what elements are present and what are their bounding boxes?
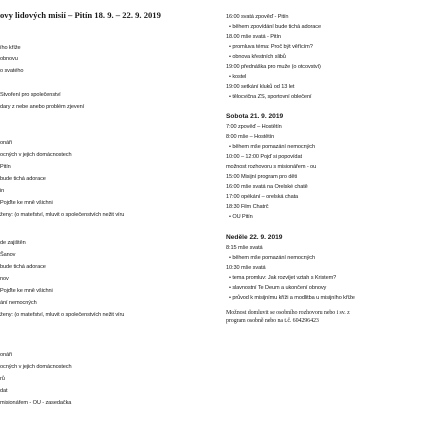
schedule-line: • během mše pomazání nemocných bbox=[229, 144, 316, 150]
schedule-line: 17:00 opékání – orelská chata bbox=[226, 194, 299, 200]
schedule-line: • během mše pomazání nemocných bbox=[229, 255, 316, 261]
schedule-line: • promluva téma: Proč být věřícím? bbox=[229, 44, 313, 50]
schedule-line: ocných v jejich domácnostech bbox=[0, 364, 72, 370]
schedule-line: 8:00 mše – Hostětín bbox=[226, 134, 275, 140]
schedule-line: in bbox=[0, 188, 5, 194]
schedule-line: dary z nebe anebo problém zjevení bbox=[0, 104, 85, 110]
schedule-line: nov bbox=[0, 276, 9, 282]
schedule-line: Možnost domluvit se osobního rozhovoru nebo i sv. z bbox=[226, 310, 350, 316]
schedule-line: • průvod k misijnímu kříži a modlitba u misijního kříže bbox=[229, 295, 355, 301]
schedule-line: misionářem - OU - zasedačka bbox=[0, 400, 72, 406]
schedule-line: Pojďte ke mně všichni bbox=[0, 288, 53, 294]
schedule-line: • OU Pitín bbox=[229, 214, 253, 220]
schedule-line: 18.00 mše svatá - Pitín bbox=[226, 34, 281, 40]
schedule-line: onáři bbox=[0, 140, 12, 146]
schedule-line: ženy: (o mateřství, mluvit o společenstvích nežit víru bbox=[0, 212, 125, 218]
schedule-line: 15:00 Misijní program pro děti bbox=[226, 174, 297, 180]
schedule-line: obnovu bbox=[0, 56, 18, 62]
day-heading: Sobota 21. 9. 2019 bbox=[226, 113, 284, 120]
schedule-line: de zajištěn bbox=[0, 240, 26, 246]
day-heading: Neděle 22. 9. 2019 bbox=[226, 234, 283, 241]
schedule-line: 19:00 přednáška pro muže (o otcovství) bbox=[226, 64, 321, 70]
schedule-line: ání nemocných bbox=[0, 300, 37, 306]
schedule-line: rů bbox=[0, 376, 5, 382]
schedule-line: Pojďte ke mně všichni bbox=[0, 200, 53, 206]
schedule-line: 10:30 mše svatá bbox=[226, 265, 266, 271]
schedule-line: 19:00 setkání kluků od 13 let bbox=[226, 84, 295, 90]
schedule-line: program osobně nebo na t.č. 604296423 bbox=[226, 318, 319, 324]
schedule-line: 7:00 zpověď – Hostětín bbox=[226, 124, 282, 130]
schedule-line: 16:00 mše svatá na Orelské chatě bbox=[226, 184, 308, 190]
schedule-line: možnost rozhovoru s misionářem - ou bbox=[226, 164, 317, 170]
schedule-line: bude tichá adorace bbox=[0, 264, 46, 270]
schedule-line: ženy: (o mateřství, mluvit o společenstvích nežit víru bbox=[0, 312, 125, 318]
page-title: ovy lidových misií – Pitín 18. 9. – 22. 9. 2019 bbox=[0, 10, 161, 20]
schedule-line: o svatého bbox=[0, 68, 24, 74]
schedule-line: Stvoření pro společenství bbox=[0, 92, 61, 98]
schedule-line: onáři bbox=[0, 352, 12, 358]
schedule-line: 8:15 mše svatá bbox=[226, 245, 263, 251]
schedule-line: • slavnostní Te Deum a ukončení obnovy bbox=[229, 285, 327, 291]
schedule-line: 18:30 Film Chatrč bbox=[226, 204, 269, 210]
schedule-line: bude tichá adorace bbox=[0, 176, 46, 182]
schedule-line: ocných v jejich domácnostech bbox=[0, 152, 72, 158]
schedule-line: Pitín bbox=[0, 164, 11, 170]
schedule-line: dat bbox=[0, 388, 8, 394]
schedule-line: ího kříže bbox=[0, 45, 21, 51]
schedule-line: • během zpovídání bude tichá adorace bbox=[229, 24, 321, 30]
schedule-line: • obnova křestních slibů bbox=[229, 54, 286, 60]
schedule-line: Šanov bbox=[0, 252, 16, 258]
schedule-line: 16:00 svatá zpověď - Pitín bbox=[226, 14, 289, 20]
schedule-line: • tema promluv: Jak rozvíjet vztah s Kristem? bbox=[229, 275, 337, 281]
schedule-line: 10:00 – 12:00 Pojď si popovídat bbox=[226, 154, 302, 160]
schedule-line: • kostel bbox=[229, 74, 247, 80]
schedule-line: • tělocvična ZS, sportovní oblečení bbox=[229, 94, 312, 100]
